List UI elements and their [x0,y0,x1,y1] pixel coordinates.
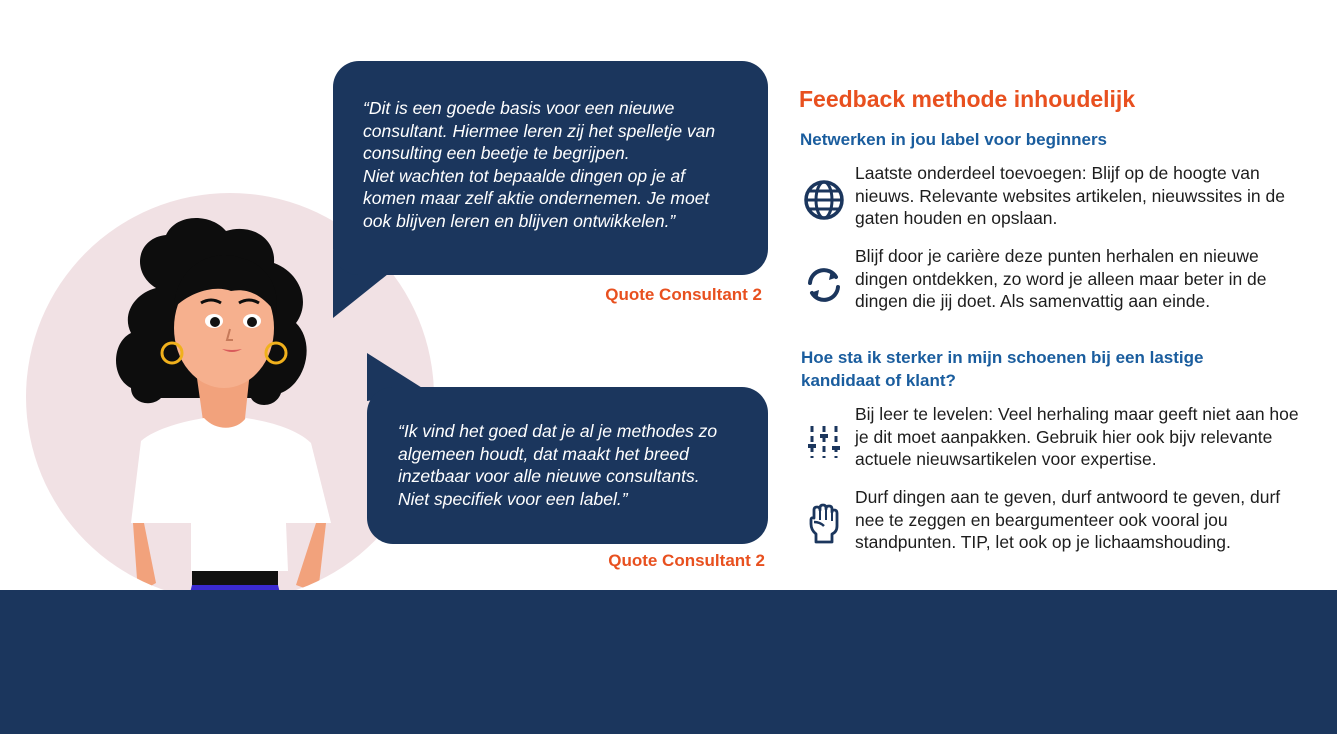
quote-bubble-1 [333,61,768,275]
quote-text-1: “Dit is een goede basis voor een nieuwe consultant. Hiermee leren zij het spelletje van consulting een beetje te begrijpen. Niet wachten tot bepaalde dingen op je af komen maar zelf aktie ondernemen. Je moet ook blijven leren en blijven ontwikkelen.” [363,98,716,231]
quote-attribution-2: Quote Consultant 2 [608,551,765,570]
quote-text-2: “Ik vind het goed dat je al je methodes zo algemeen houdt, dat maakt het breed inzetbaar voor alle nieuwe consultants. Niet specifiek voor een label.” [398,421,718,509]
subheading-difficult-clients: Hoe sta ik sterker in mijn schoenen bij een lastige kandidaat of klant? [801,348,1204,390]
subheading-networking: Netwerken in jou label voor beginners [800,130,1108,149]
raised-fist-icon [800,500,848,548]
list-item-text: Durf dingen aan te geven, durf antwoord te geven, durf nee te zeggen en beargumenteer ook vooral jou standpunten. TIP, let ook op je lichaamshouding. [855,487,1281,552]
quote-bubble-2 [367,387,768,544]
sliders-icon [800,418,848,466]
section-title: Feedback methode inhoudelijk [799,86,1136,112]
globe-icon [800,176,848,224]
list-item-text: Bij leer te levelen: Veel herhaling maar geeft niet aan hoe je dit moet aanpakken. Gebruik hier ook bijv relevante actuele nieuwsartikelen voor expertise. [855,404,1299,469]
refresh-icon [800,261,848,309]
quote-attribution-1: Quote Consultant 2 [605,285,762,304]
list-item-text: Laatste onderdeel toevoegen: Blijf op de hoogte van nieuws. Relevante websites artikelen, nieuwssites in de gaten houden en opslaan. [855,163,1285,228]
list-item-text: Blijf door je carière deze punten herhalen en nieuwe dingen ontdekken, zo word je alleen maar beter in de dingen die jij doet. Als samenvattig aan einde. [855,246,1267,311]
footer-band [0,590,1337,734]
